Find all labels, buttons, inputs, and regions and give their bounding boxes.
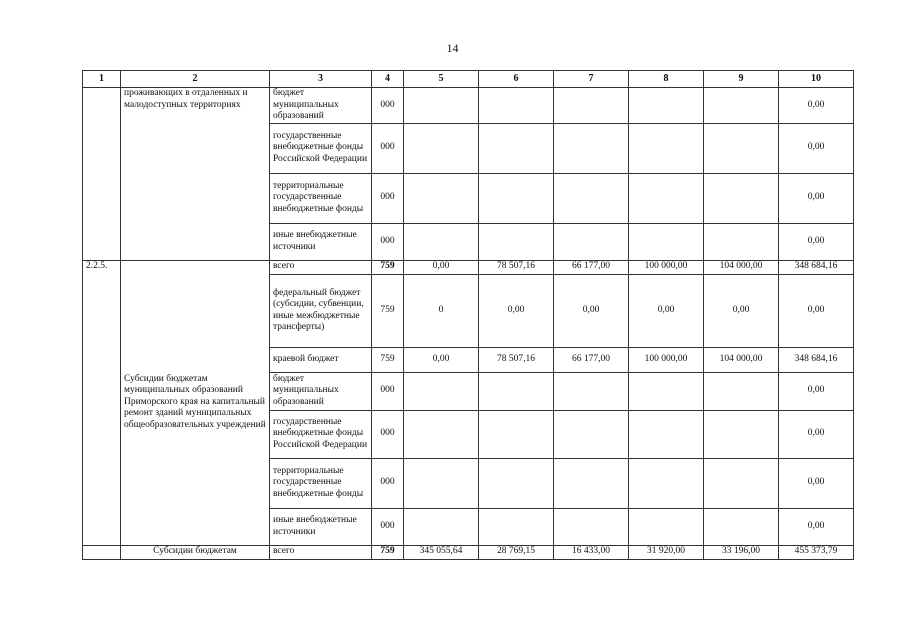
value-cell — [704, 508, 779, 545]
value-cell — [704, 88, 779, 124]
value-cell: 28 769,15 — [479, 545, 554, 559]
code-cell: 759 — [372, 347, 404, 372]
source-cell: всего — [270, 260, 372, 274]
value-cell: 0,00 — [404, 260, 479, 274]
page-number: 14 — [446, 41, 459, 55]
header-cell: 5 — [404, 71, 479, 88]
code-cell: 000 — [372, 410, 404, 458]
value-cell — [629, 173, 704, 223]
header-cell: 4 — [372, 71, 404, 88]
value-cell: 0 — [404, 274, 479, 347]
value-cell: 33 196,00 — [704, 545, 779, 559]
value-cell: 66 177,00 — [554, 347, 629, 372]
value-cell: 0,00 — [629, 274, 704, 347]
code-cell: 000 — [372, 223, 404, 260]
value-cell — [404, 508, 479, 545]
value-cell — [404, 410, 479, 458]
header-cell: 3 — [270, 71, 372, 88]
header-cell: 9 — [704, 71, 779, 88]
total-cell: 0,00 — [779, 410, 854, 458]
value-cell — [404, 458, 479, 508]
measure-name: проживающих в отдаленных и малодоступных территориях — [121, 88, 270, 261]
value-cell — [704, 458, 779, 508]
source-cell: территориальные государственные внебюджетные фонды — [270, 173, 372, 223]
measure-name: Субсидии бюджетам — [121, 545, 270, 559]
value-cell: 104 000,00 — [704, 260, 779, 274]
value-cell — [554, 410, 629, 458]
measure-name: Субсидии бюджетам муниципальных образований Приморского края на капитальный ремонт зданий муниципальных общеобразовательных учреждений — [121, 260, 270, 545]
value-cell — [629, 88, 704, 124]
header-cell: 10 — [779, 71, 854, 88]
code-cell: 000 — [372, 458, 404, 508]
total-cell: 0,00 — [779, 372, 854, 410]
source-cell: бюджет муниципальных образований — [270, 372, 372, 410]
total-cell: 0,00 — [779, 508, 854, 545]
value-cell — [554, 123, 629, 173]
code-cell: 000 — [372, 173, 404, 223]
header-cell: 6 — [479, 71, 554, 88]
value-cell: 16 433,00 — [554, 545, 629, 559]
total-cell: 0,00 — [779, 274, 854, 347]
value-cell — [554, 223, 629, 260]
value-cell: 100 000,00 — [629, 347, 704, 372]
total-cell: 0,00 — [779, 88, 854, 124]
value-cell — [629, 223, 704, 260]
value-cell — [629, 123, 704, 173]
value-cell — [554, 173, 629, 223]
value-cell — [479, 508, 554, 545]
code-cell: 759 — [372, 274, 404, 347]
source-cell: территориальные государственные внебюджетные фонды — [270, 458, 372, 508]
value-cell — [704, 123, 779, 173]
code-cell: 000 — [372, 123, 404, 173]
value-cell: 78 507,16 — [479, 260, 554, 274]
source-cell: краевой бюджет — [270, 347, 372, 372]
value-cell — [629, 410, 704, 458]
source-cell: федеральный бюджет (субсидии, субвенции, иные межбюджетные трансферты) — [270, 274, 372, 347]
code-cell: 000 — [372, 88, 404, 124]
table-row — [83, 545, 854, 559]
value-cell — [704, 173, 779, 223]
source-cell: всего — [270, 545, 372, 559]
table-row — [83, 88, 854, 124]
code-cell: 759 — [372, 545, 404, 559]
total-cell: 348 684,16 — [779, 347, 854, 372]
value-cell — [404, 223, 479, 260]
source-cell: государственные внебюджетные фонды Российской Федерации — [270, 410, 372, 458]
source-cell: бюджет муниципальных образований — [270, 88, 372, 124]
value-cell: 104 000,00 — [704, 347, 779, 372]
value-cell — [554, 458, 629, 508]
total-cell: 348 684,16 — [779, 260, 854, 274]
header-cell: 2 — [121, 71, 270, 88]
total-cell: 0,00 — [779, 123, 854, 173]
value-cell — [554, 508, 629, 545]
header-cell: 1 — [83, 71, 121, 88]
value-cell: 0,00 — [404, 347, 479, 372]
header-cell: 7 — [554, 71, 629, 88]
value-cell — [479, 458, 554, 508]
header-cell: 8 — [629, 71, 704, 88]
value-cell — [704, 223, 779, 260]
source-cell: государственные внебюджетные фонды Российской Федерации — [270, 123, 372, 173]
value-cell — [629, 458, 704, 508]
value-cell — [704, 372, 779, 410]
row-number-cell — [83, 88, 121, 261]
value-cell: 0,00 — [554, 274, 629, 347]
budget-table — [82, 70, 854, 560]
row-number-cell — [83, 545, 121, 559]
value-cell — [479, 223, 554, 260]
value-cell: 31 920,00 — [629, 545, 704, 559]
value-cell — [404, 173, 479, 223]
value-cell: 0,00 — [479, 274, 554, 347]
value-cell: 100 000,00 — [629, 260, 704, 274]
value-cell: 345 055,64 — [404, 545, 479, 559]
value-cell: 78 507,16 — [479, 347, 554, 372]
total-cell: 0,00 — [779, 223, 854, 260]
code-cell: 759 — [372, 260, 404, 274]
row-number-cell: 2.2.5. — [83, 260, 121, 545]
value-cell — [554, 372, 629, 410]
value-cell: 66 177,00 — [554, 260, 629, 274]
total-cell: 0,00 — [779, 458, 854, 508]
value-cell — [479, 123, 554, 173]
value-cell — [479, 173, 554, 223]
table-row — [83, 260, 854, 274]
value-cell — [479, 410, 554, 458]
value-cell: 0,00 — [704, 274, 779, 347]
code-cell: 000 — [372, 508, 404, 545]
value-cell — [479, 88, 554, 124]
source-cell: иные внебюджетные источники — [270, 223, 372, 260]
total-cell: 0,00 — [779, 173, 854, 223]
value-cell — [479, 372, 554, 410]
value-cell — [704, 410, 779, 458]
header-row — [83, 71, 854, 88]
value-cell — [404, 123, 479, 173]
source-cell: иные внебюджетные источники — [270, 508, 372, 545]
value-cell — [629, 372, 704, 410]
code-cell: 000 — [372, 372, 404, 410]
value-cell — [404, 88, 479, 124]
total-cell: 455 373,79 — [779, 545, 854, 559]
value-cell — [629, 508, 704, 545]
value-cell — [404, 372, 479, 410]
value-cell — [554, 88, 629, 124]
